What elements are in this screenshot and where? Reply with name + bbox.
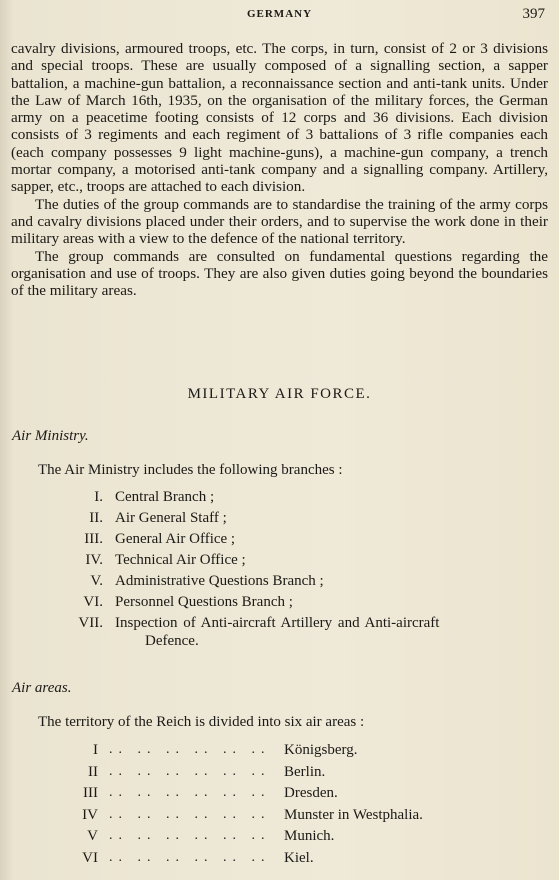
area-city: Königsberg. <box>284 742 358 758</box>
body-text <box>11 40 548 299</box>
dot-leader: .. .. .. .. .. .. <box>109 742 271 757</box>
branch-label: Central Branch ; <box>115 489 215 505</box>
branch-number: VII. <box>78 615 103 631</box>
branch-list <box>0 489 559 653</box>
branch-number: II. <box>89 510 103 526</box>
paragraph-2: The duties of the group commands are to standardise the training of the army corps and cavalry divisions placed under their orders, and to supervise the work done in their military areas with a view to the defence of the national territory. <box>11 195 548 248</box>
list-item <box>0 531 559 552</box>
list-item <box>0 764 559 786</box>
branch-label: Air General Staff ; <box>115 510 227 526</box>
list-item <box>0 489 559 510</box>
list-item <box>0 510 559 531</box>
air-areas-heading: Air areas. <box>12 680 72 696</box>
area-city: Berlin. <box>284 763 326 780</box>
list-item <box>0 573 559 594</box>
list-item <box>0 785 559 807</box>
area-city: Dresden. <box>284 785 338 801</box>
air-area-list <box>0 742 559 871</box>
area-city: Kiel. <box>284 849 314 866</box>
branch-label: Administrative Questions Branch ; <box>115 573 324 589</box>
area-city: Munster in Westphalia. <box>284 806 423 823</box>
branch-label: Technical Air Office ; <box>115 552 246 568</box>
area-number: IV <box>82 806 98 823</box>
list-item <box>0 828 559 850</box>
area-number: II <box>88 763 98 780</box>
area-number: VI <box>82 849 98 866</box>
list-item <box>0 850 559 872</box>
area-number: V <box>87 828 98 844</box>
paragraph-1: cavalry divisions, armoured troops, etc. The corps, in turn, consist of 2 or 3 divisions and special troops. These are usually composed of a signalling section, a sapper battalion, a machine-gun battalion, a reconnaissance section and anti-tank units. Under the Law of March 16th, 1935, on the organisation of the military forces, the German army on a peacetime footing consists of 12 corps and 36 divisions. Each division consists of 3 regiments and each regiment of 3 battalions of 3 rifle companies each (each company possesses 9 light machine-guns), a machine-gun company, a trench mortar company, a motorised anti-tank company and a signalling company. Artillery, sapper, etc., troops are attached to each division. <box>11 40 548 196</box>
air-ministry-heading: Air Ministry. <box>12 428 89 444</box>
list-item <box>0 742 559 764</box>
running-head <box>0 8 559 26</box>
branch-number: VI. <box>83 594 103 610</box>
area-number: III <box>83 785 98 801</box>
branch-label: General Air Office ; <box>115 531 236 547</box>
branch-number: I. <box>94 489 103 505</box>
dot-leader: .. .. .. .. .. .. <box>109 763 271 779</box>
page-number: 397 <box>522 6 545 22</box>
branch-number: V. <box>90 573 103 589</box>
section-title: MILITARY AIR FORCE. <box>187 386 372 402</box>
area-number: I <box>93 742 98 758</box>
air-ministry-intro: The Air Ministry includes the following branches : <box>38 462 343 478</box>
branch-label: Personnel Questions Branch ; <box>115 594 293 610</box>
air-areas-intro: The territory of the Reich is divided into six air areas : <box>38 714 365 730</box>
dot-leader: .. .. .. .. .. .. <box>109 828 271 843</box>
list-item <box>0 552 559 573</box>
list-item <box>0 615 559 653</box>
branch-label: Inspection of Anti-aircraft Artillery and Anti-aircraft <box>115 615 440 631</box>
running-title: GERMANY <box>246 8 313 20</box>
branch-number: IV. <box>85 552 103 568</box>
list-item <box>0 594 559 615</box>
branch-label-continuation: Defence. <box>145 633 199 649</box>
branch-number: III. <box>84 531 103 547</box>
area-city: Munich. <box>284 828 335 844</box>
list-item <box>0 807 559 829</box>
dot-leader: .. .. .. .. .. .. <box>109 785 271 800</box>
paragraph-3: The group commands are consulted on fundamental questions regarding the organisation and use of troops. They are also given duties going beyond the boundaries of the military areas. <box>11 247 548 300</box>
dot-leader: .. .. .. .. .. .. <box>109 806 271 822</box>
dot-leader: .. .. .. .. .. .. <box>109 849 271 865</box>
